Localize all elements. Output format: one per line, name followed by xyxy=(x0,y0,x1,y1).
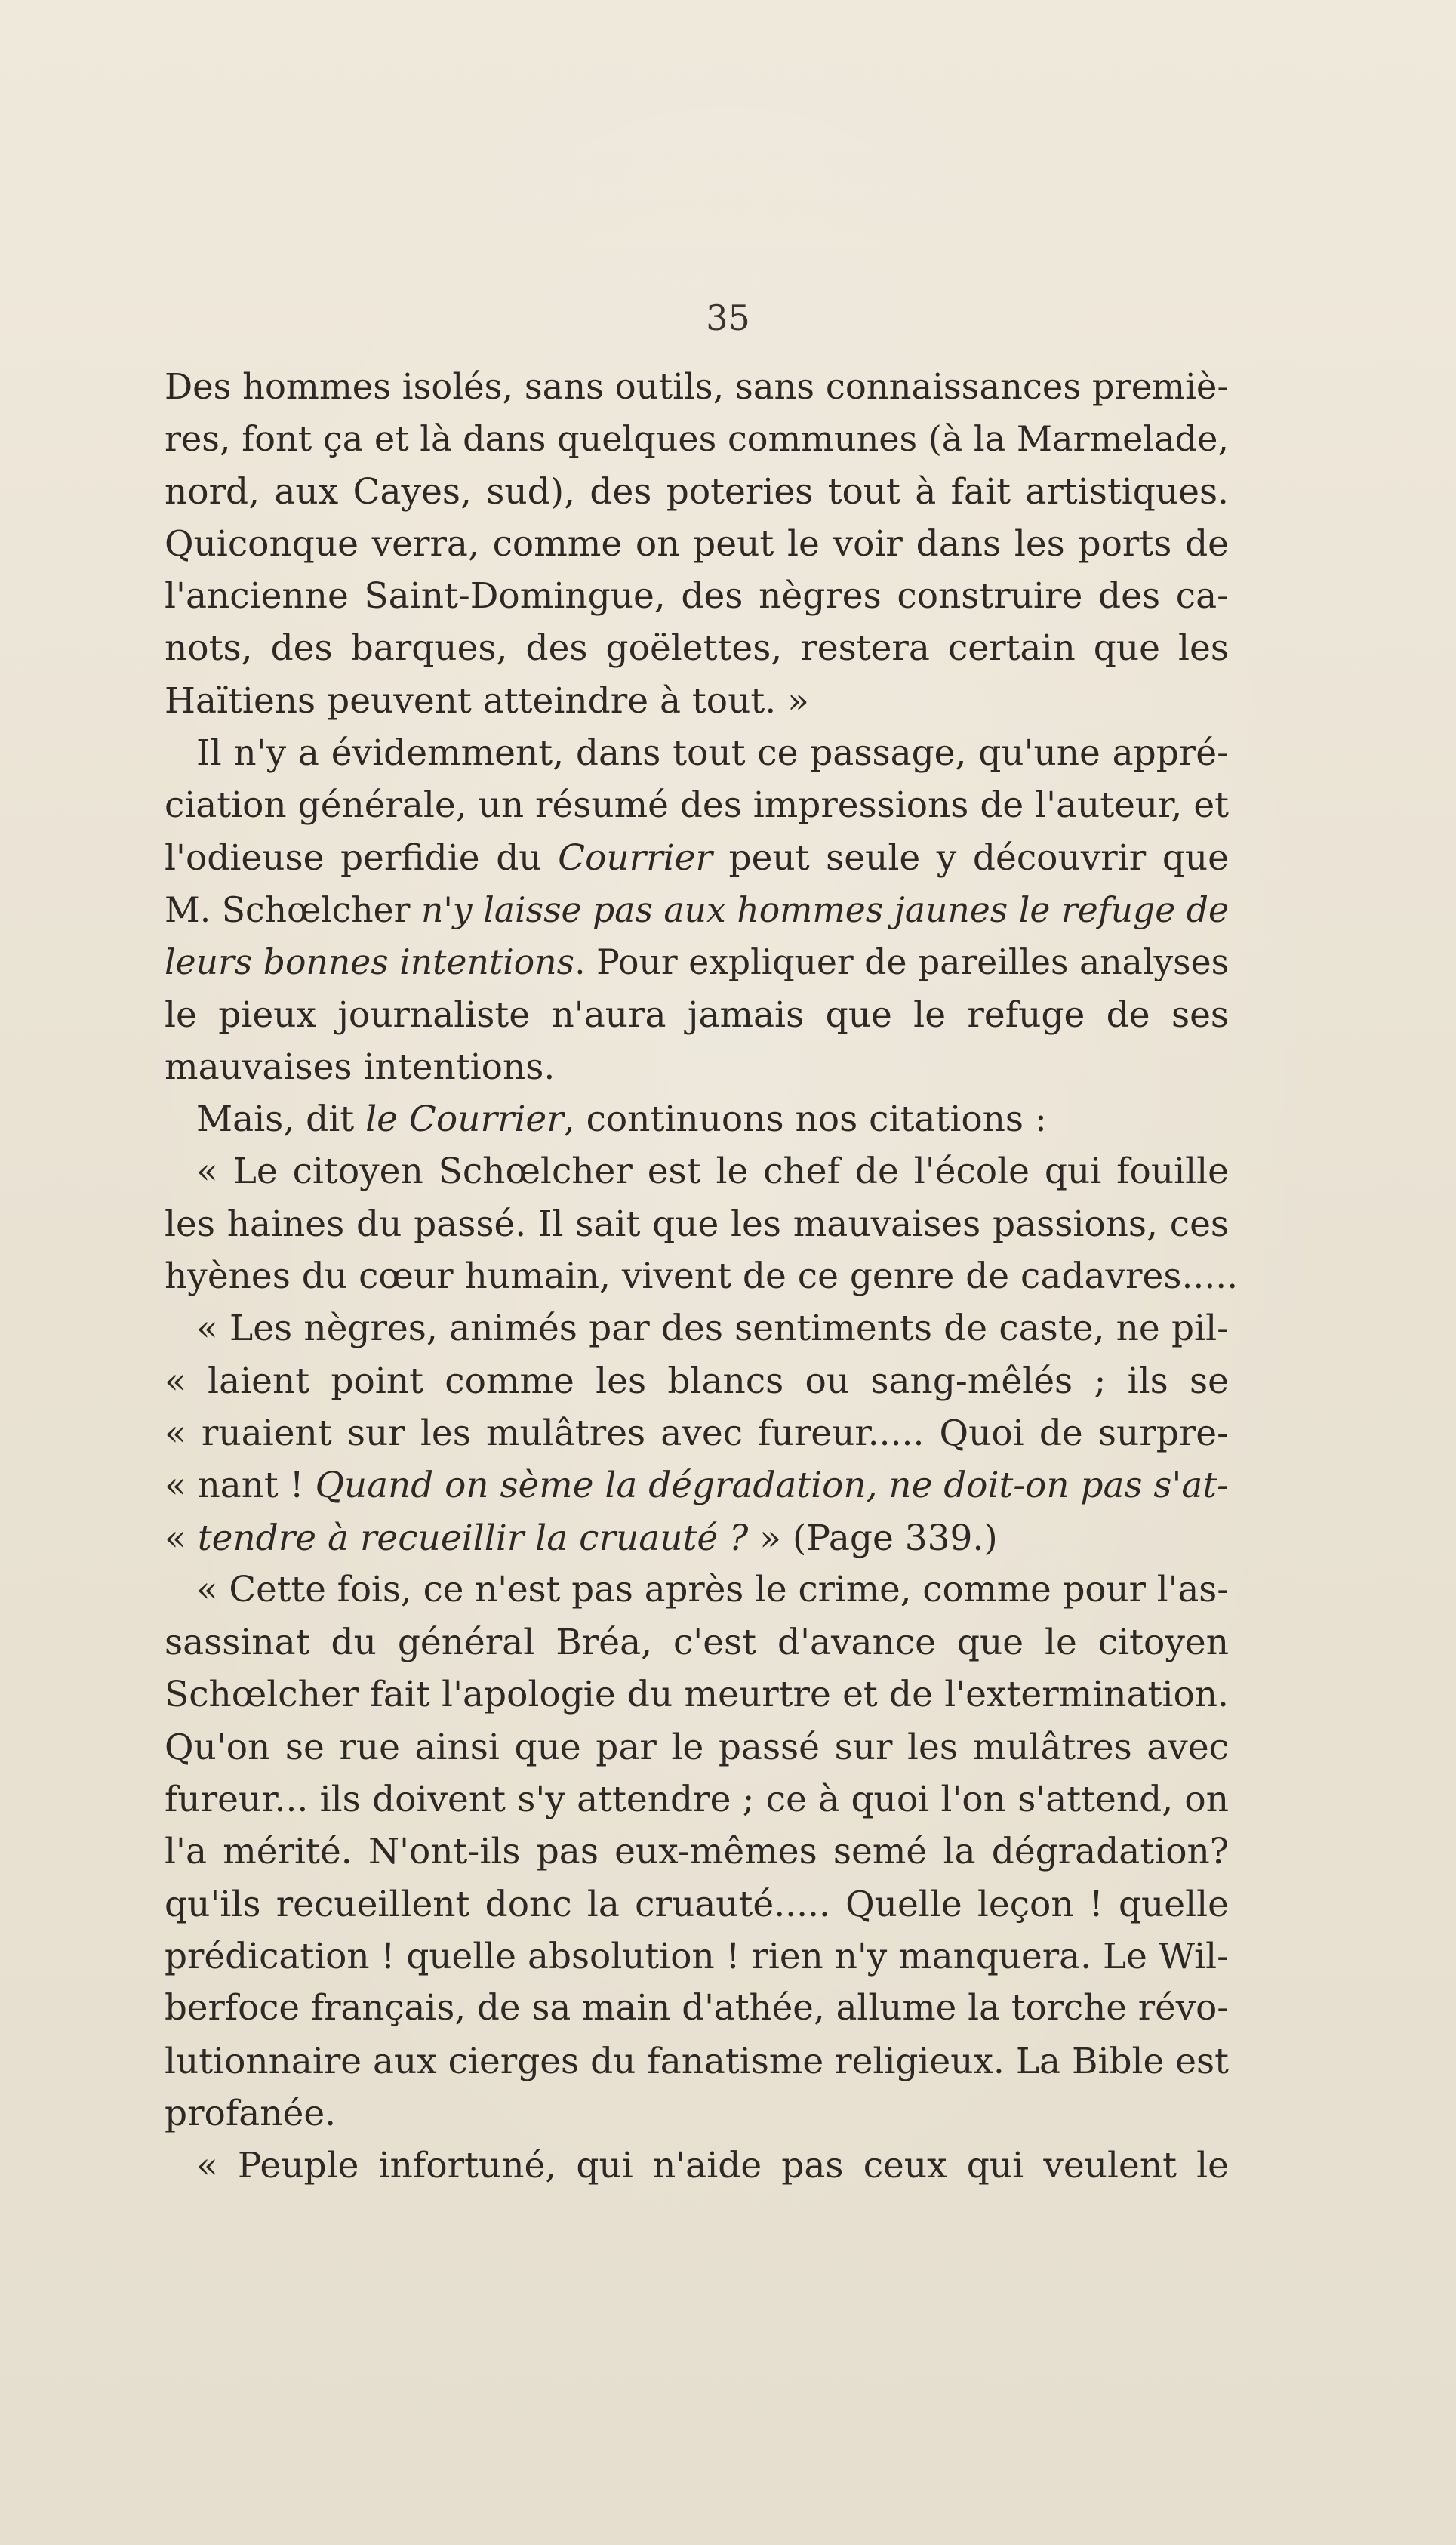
text-segment: prédication ! quelle absolution ! rien n'y manquera. Le Wil- xyxy=(165,1935,1229,1977)
text-segment: qu'ils recueillent donc la cruauté..... Quelle leçon ! quelle xyxy=(165,1883,1229,1925)
page-number: 35 xyxy=(706,297,750,338)
text-segment: Mais, dit xyxy=(196,1098,366,1141)
text-line xyxy=(165,1930,1229,1983)
text-segment: ciation générale, un résumé des impressions de l'auteur, et xyxy=(165,784,1229,827)
text-line xyxy=(165,1668,1229,1721)
italic-text-segment: le Courrier xyxy=(365,1098,564,1141)
text-line xyxy=(165,1302,1229,1354)
text-line xyxy=(165,2087,1229,2140)
text-line xyxy=(165,727,1229,779)
text-line xyxy=(165,1250,1239,1302)
text-segment: Haïtiens peuvent atteindre à tout. » xyxy=(165,679,809,722)
text-segment: Des hommes isolés, sans outils, sans connaissances premiè- xyxy=(165,366,1229,407)
text-segment: , continuons nos citations : xyxy=(563,1098,1047,1141)
text-line xyxy=(165,1878,1229,1930)
text-segment: M. Schœlcher xyxy=(165,889,421,930)
text-segment: Quiconque verra, comme on peut le voir dans les ports de xyxy=(165,522,1229,565)
text-line xyxy=(165,989,1229,1041)
text-line xyxy=(165,832,1229,884)
text-segment: Il n'y a évidemment, dans tout ce passage, qu'une appré- xyxy=(196,732,1229,775)
text-line xyxy=(165,570,1229,622)
text-segment: fureur... ils doivent s'y attendre ; ce à quoi l'on s'attend, on xyxy=(165,1779,1229,1821)
text-segment: nots, des barques, des goëlettes, restera certain que les xyxy=(165,627,1229,670)
text-segment: profanée. xyxy=(165,2092,337,2134)
text-segment: peut seule y découvrir que xyxy=(712,837,1229,879)
text-segment: lutionnaire aux cierges du fanatisme religieux. La Bible est xyxy=(165,2040,1229,2082)
text-line xyxy=(165,1721,1229,1773)
italic-text-segment: n'y laisse pas aux hommes jaunes le refuge de xyxy=(421,889,1229,930)
text-segment: « Peuple infortuné, qui n'aide pas ceux qui veulent le xyxy=(196,2145,1229,2187)
text-segment: l'ancienne Saint-Domingue, des nègres construire des ca- xyxy=(165,575,1229,618)
body-text xyxy=(165,361,1239,2192)
text-line xyxy=(165,1773,1229,1826)
text-line xyxy=(165,936,1229,988)
text-line xyxy=(165,1145,1229,1197)
text-segment: le pieux journaliste n'aura jamais que le refuge de ses xyxy=(165,994,1229,1036)
text-line xyxy=(165,1564,1229,1616)
text-line xyxy=(165,1616,1229,1668)
text-segment: sassinat du général Bréa, c'est d'avance que le citoyen xyxy=(165,1622,1229,1664)
text-line xyxy=(165,1407,1229,1459)
text-segment: l'odieuse perfidie du xyxy=(165,837,559,879)
text-line xyxy=(165,1093,1229,1145)
text-line xyxy=(165,1459,1229,1511)
text-segment: Schœlcher fait l'apologie du meurtre et de l'extermination. xyxy=(165,1674,1229,1716)
text-segment: » (Page 339.) xyxy=(748,1517,998,1559)
text-line xyxy=(165,1826,1229,1878)
text-line xyxy=(165,884,1229,936)
text-segment: hyènes du cœur humain, vivent de ce genre de cadavres..... xyxy=(165,1256,1239,1298)
italic-text-segment: Courrier xyxy=(558,837,713,879)
text-segment: nord, aux Cayes, sud), des poteries tout à fait artistiques. xyxy=(165,470,1229,513)
text-segment: l'a mérité. N'ont-ils pas eux-mêmes semé la dégradation? xyxy=(165,1831,1229,1873)
text-line xyxy=(165,518,1229,570)
text-segment: mauvaises intentions. xyxy=(165,1046,556,1088)
text-line xyxy=(165,1198,1229,1250)
text-segment: . Pour expliquer de pareilles analyses xyxy=(574,942,1229,983)
text-line xyxy=(165,413,1229,465)
text-segment: « laient point comme les blancs ou sang-mêlés ; ils se xyxy=(165,1360,1229,1402)
text-line xyxy=(165,1041,1229,1093)
text-segment: berfoce français, de sa main d'athée, allume la torche révo- xyxy=(165,1988,1229,2029)
text-line xyxy=(165,1512,1229,1564)
text-segment: res, font ça et là dans quelques communes (à la Marmelade, xyxy=(165,418,1229,460)
text-line xyxy=(165,466,1229,518)
text-segment: « Le citoyen Schœlcher est le chef de l'école qui fouille xyxy=(196,1151,1229,1193)
text-segment: « Cette fois, ce n'est pas après le crime, comme pour l'as- xyxy=(196,1569,1229,1610)
text-segment: les haines du passé. Il sait que les mauvaises passions, ces xyxy=(165,1203,1229,1245)
text-segment: « nant ! xyxy=(165,1465,316,1507)
italic-text-segment: Quand on sème la dégradation, ne doit-on pas s'at- xyxy=(315,1465,1229,1507)
text-segment: Qu'on se rue ainsi que par le passé sur les mulâtres avec xyxy=(165,1726,1229,1768)
text-line xyxy=(165,361,1229,413)
text-segment: « ruaient sur les mulâtres avec fureur..... Quoi de surpre- xyxy=(165,1412,1229,1454)
italic-text-segment: tendre à recueillir la cruauté ? xyxy=(197,1517,749,1559)
text-line xyxy=(165,2140,1229,2192)
text-line xyxy=(165,1355,1229,1407)
text-segment: « Les nègres, animés par des sentiments de caste, ne pil- xyxy=(196,1308,1229,1350)
text-line xyxy=(165,675,1229,727)
text-line xyxy=(165,2035,1229,2087)
text-line xyxy=(165,779,1229,831)
italic-text-segment: leurs bonnes intentions xyxy=(165,942,575,983)
text-line xyxy=(165,622,1229,674)
text-segment: « xyxy=(165,1517,198,1559)
text-line xyxy=(165,1983,1229,2035)
